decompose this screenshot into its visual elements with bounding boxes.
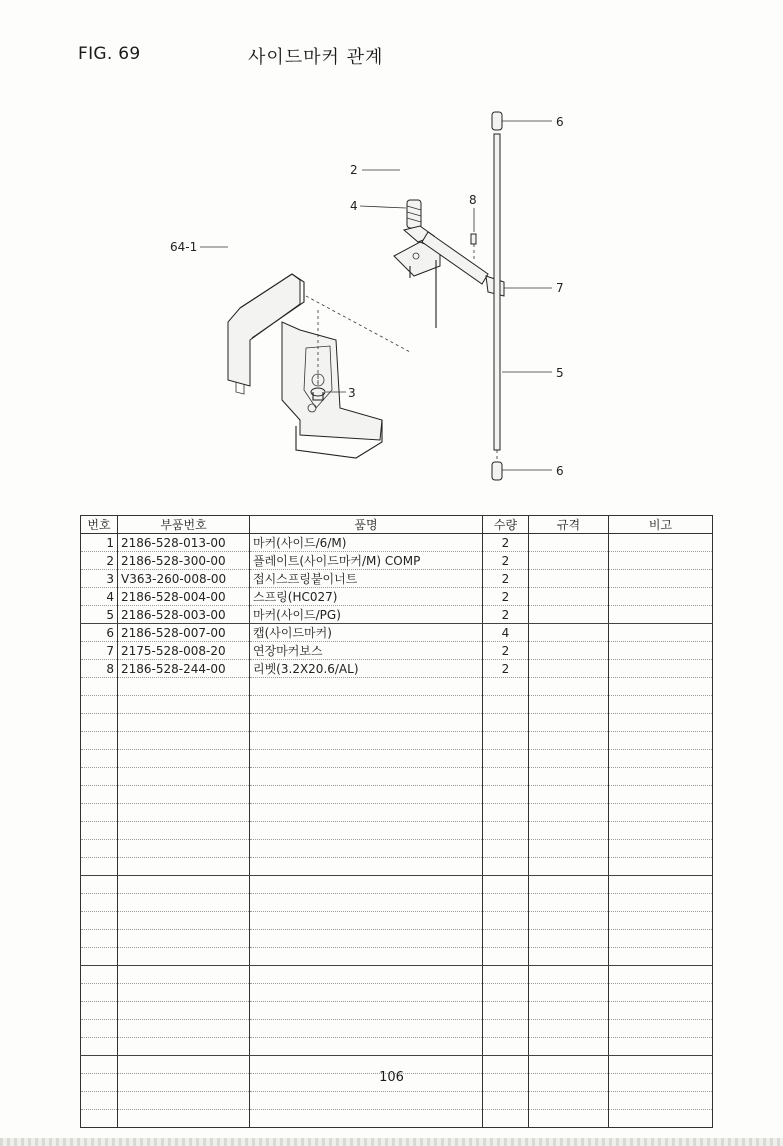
header-quantity: 수량 xyxy=(483,516,529,534)
table-row xyxy=(81,570,713,588)
bracket-assembly xyxy=(228,274,410,458)
row-quantity: 2 xyxy=(483,534,529,552)
row-no: 8 xyxy=(81,660,118,678)
row-no: 2 xyxy=(81,552,118,570)
row-spec xyxy=(529,642,609,660)
table-row xyxy=(81,588,713,606)
empty-row xyxy=(81,732,713,750)
header-part-name: 품명 xyxy=(250,516,483,534)
row-spec xyxy=(529,534,609,552)
callout-label: 6 xyxy=(556,115,564,129)
rivet xyxy=(471,234,476,262)
header-remarks: 비고 xyxy=(609,516,713,534)
row-quantity: 2 xyxy=(483,588,529,606)
row-no: 4 xyxy=(81,588,118,606)
callout-label: 5 xyxy=(556,366,564,380)
empty-row xyxy=(81,1002,713,1020)
scan-edge xyxy=(0,1138,783,1146)
page-number: 106 xyxy=(379,1070,404,1085)
exploded-parts-diagram xyxy=(0,90,783,490)
empty-row xyxy=(81,1020,713,1038)
empty-row xyxy=(81,822,713,840)
table-row xyxy=(81,642,713,660)
empty-row xyxy=(81,984,713,1002)
empty-row xyxy=(81,912,713,930)
table-row xyxy=(81,660,713,678)
row-part-number: 2186-528-300-00 xyxy=(118,552,250,570)
empty-row xyxy=(81,1038,713,1056)
callout-label: 3 xyxy=(348,386,356,400)
row-remarks xyxy=(609,624,713,642)
row-part-number: 2175-528-008-20 xyxy=(118,642,250,660)
row-quantity: 4 xyxy=(483,624,529,642)
empty-row xyxy=(81,840,713,858)
row-part-number: 2186-528-003-00 xyxy=(118,606,250,624)
row-no: 5 xyxy=(81,606,118,624)
row-quantity: 2 xyxy=(483,660,529,678)
row-spec xyxy=(529,606,609,624)
callout-label: 7 xyxy=(556,281,564,295)
callout-label: 64-1 xyxy=(170,240,198,254)
row-no: 1 xyxy=(81,534,118,552)
row-spec xyxy=(529,552,609,570)
row-part-number: 2186-528-007-00 xyxy=(118,624,250,642)
row-spec xyxy=(529,570,609,588)
figure-title: 사이드마커 관계 xyxy=(248,47,384,68)
table-row xyxy=(81,606,713,624)
callout-label: 2 xyxy=(350,163,358,177)
row-part-name: 접시스프링붙이너트 xyxy=(250,570,483,588)
figure-number: FIG. 69 xyxy=(78,44,141,64)
row-part-number: 2186-528-244-00 xyxy=(118,660,250,678)
row-quantity: 2 xyxy=(483,642,529,660)
row-part-name: 플레이트(사이드마커/M) COMP xyxy=(250,552,483,570)
row-part-name: 연장마커보스 xyxy=(250,642,483,660)
row-no: 7 xyxy=(81,642,118,660)
row-part-name: 캡(사이드마커) xyxy=(250,624,483,642)
row-remarks xyxy=(609,660,713,678)
empty-row xyxy=(81,966,713,984)
row-part-number: V363-260-008-00 xyxy=(118,570,250,588)
parts-list-table xyxy=(80,515,713,1128)
row-remarks xyxy=(609,588,713,606)
row-no: 3 xyxy=(81,570,118,588)
row-quantity: 2 xyxy=(483,606,529,624)
row-remarks xyxy=(609,534,713,552)
row-part-number: 2186-528-004-00 xyxy=(118,588,250,606)
side-marker-rod xyxy=(492,112,502,480)
empty-row xyxy=(81,876,713,894)
row-part-name: 마커(사이드/6/M) xyxy=(250,534,483,552)
empty-row xyxy=(81,786,713,804)
row-part-name: 스프링(HC027) xyxy=(250,588,483,606)
row-remarks xyxy=(609,552,713,570)
empty-row xyxy=(81,1110,713,1128)
empty-row xyxy=(81,948,713,966)
row-spec xyxy=(529,624,609,642)
callout-label: 6 xyxy=(556,464,564,478)
extension-boss xyxy=(404,226,504,328)
row-remarks xyxy=(609,606,713,624)
header-spec: 규격 xyxy=(529,516,609,534)
row-spec xyxy=(529,660,609,678)
empty-row xyxy=(81,1092,713,1110)
row-remarks xyxy=(609,642,713,660)
table-row xyxy=(81,534,713,552)
row-quantity: 2 xyxy=(483,552,529,570)
empty-row xyxy=(81,714,713,732)
row-spec xyxy=(529,588,609,606)
empty-row xyxy=(81,858,713,876)
empty-row xyxy=(81,804,713,822)
empty-row xyxy=(81,894,713,912)
empty-row xyxy=(81,930,713,948)
row-no: 6 xyxy=(81,624,118,642)
header-part-number: 부품번호 xyxy=(118,516,250,534)
table-header-row xyxy=(81,516,713,534)
row-part-name: 마커(사이드/PG) xyxy=(250,606,483,624)
row-quantity: 2 xyxy=(483,570,529,588)
header-no: 번호 xyxy=(81,516,118,534)
row-remarks xyxy=(609,570,713,588)
row-part-number: 2186-528-013-00 xyxy=(118,534,250,552)
callout-label: 4 xyxy=(350,199,358,213)
table-row xyxy=(81,552,713,570)
empty-row xyxy=(81,750,713,768)
table-row xyxy=(81,624,713,642)
callout-label: 8 xyxy=(469,193,477,207)
row-part-name: 리벳(3.2X20.6/AL) xyxy=(250,660,483,678)
empty-row xyxy=(81,696,713,714)
empty-row xyxy=(81,768,713,786)
empty-row xyxy=(81,678,713,696)
